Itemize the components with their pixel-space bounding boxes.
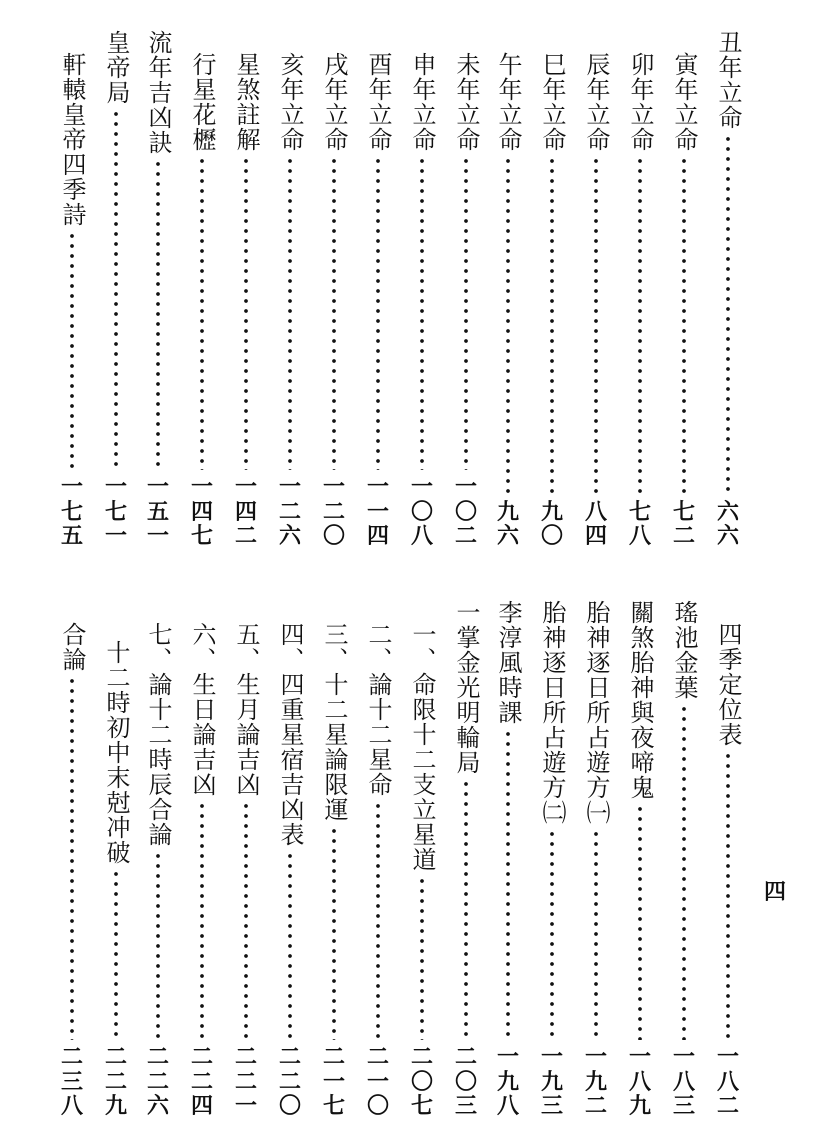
toc-entry	[712, 600, 744, 1120]
entry-title: 瑤池金葉	[670, 600, 698, 700]
entry-page: 一八九	[628, 1045, 651, 1120]
entry-page: 一七一	[104, 475, 127, 550]
entry-page: 一八二	[716, 1045, 739, 1120]
dot-leader	[331, 156, 337, 470]
dot-leader	[113, 869, 119, 1040]
entry-page: 一二六	[278, 475, 301, 550]
entry-page: 一四二	[234, 475, 257, 550]
toc-entry	[362, 600, 394, 1120]
entry-page: 二二〇	[278, 1045, 301, 1120]
entry-page: 一九三	[540, 1045, 563, 1120]
entry-title: 酉年立命	[364, 52, 392, 152]
dot-leader	[681, 156, 687, 495]
entry-page: 二一七	[322, 1045, 345, 1120]
page-number: 四	[764, 880, 787, 905]
entry-title: 辰年立命	[582, 52, 610, 152]
entry-title: 合論	[58, 622, 86, 672]
dot-leader	[463, 156, 469, 470]
dot-leader	[243, 801, 249, 1040]
toc-entry	[56, 30, 88, 550]
toc-entry	[318, 30, 350, 550]
entry-title: 二、論十二星命	[364, 622, 392, 797]
entry-page: 一八三	[672, 1045, 695, 1120]
entry-page: 八四	[584, 499, 607, 550]
dot-leader	[331, 826, 337, 1040]
entry-page: 二三八	[60, 1045, 83, 1120]
dot-leader	[199, 801, 205, 1040]
dot-leader	[155, 159, 161, 470]
dot-leader	[69, 231, 75, 470]
entry-title: 流年吉凶訣	[144, 30, 172, 155]
entry-title: 寅年立命	[670, 52, 698, 152]
dot-leader	[375, 156, 381, 470]
toc-entry	[56, 600, 88, 1120]
entry-page: 一二〇	[322, 475, 345, 550]
toc-entry	[142, 30, 174, 550]
entry-title: 一掌金光明輪局	[452, 600, 480, 775]
dot-leader	[593, 829, 599, 1040]
toc-entry	[362, 30, 394, 550]
entry-page: 一七五	[60, 475, 83, 550]
toc-entry	[318, 600, 350, 1120]
entry-title: 巳年立命	[538, 52, 566, 152]
entry-title: 十二時初中末尅冲破	[102, 640, 130, 865]
dot-leader	[637, 156, 643, 495]
dot-leader	[199, 156, 205, 470]
entry-title: 丑年立命	[714, 30, 742, 130]
toc-entry	[492, 30, 524, 550]
dot-leader	[419, 156, 425, 470]
entry-title: 李淳風時課	[494, 600, 522, 725]
dot-leader	[637, 804, 643, 1040]
toc-entry	[580, 600, 612, 1120]
dot-leader	[243, 156, 249, 470]
toc-entry	[406, 600, 438, 1120]
entry-page: 一五一	[146, 475, 169, 550]
toc-entry	[230, 30, 262, 550]
toc-entry	[186, 30, 218, 550]
entry-page: 六六	[716, 499, 739, 550]
dot-leader	[725, 751, 731, 1040]
entry-page: 七二	[672, 499, 695, 550]
entry-title: 未年立命	[452, 52, 480, 152]
toc-entry	[624, 30, 656, 550]
dot-leader	[725, 134, 731, 495]
entry-page: 九六	[496, 499, 519, 550]
dot-leader	[505, 729, 511, 1040]
toc-entry	[536, 600, 568, 1120]
toc-entry	[450, 600, 482, 1120]
entry-title: 四季定位表	[714, 622, 742, 747]
dot-leader	[681, 704, 687, 1040]
toc-entry	[450, 30, 482, 550]
toc-entry	[580, 30, 612, 550]
entry-page: 二二四	[190, 1045, 213, 1120]
entry-title: 七、論十二時辰合論	[144, 622, 172, 847]
entry-page: 一〇八	[410, 475, 433, 550]
entry-title: 胎神逐日所占遊方㈠	[582, 600, 610, 825]
entry-page: 九〇	[540, 499, 563, 550]
dot-leader	[287, 156, 293, 470]
entry-title: 行星花櫪	[188, 52, 216, 152]
entry-title: 五、生月論吉凶	[232, 622, 260, 797]
toc-entry	[142, 600, 174, 1120]
toc-entry	[100, 30, 132, 550]
dot-leader	[287, 851, 293, 1040]
dot-leader	[419, 876, 425, 1040]
dot-leader	[505, 156, 511, 495]
entry-page: 二二六	[146, 1045, 169, 1120]
dot-leader	[69, 676, 75, 1040]
entry-title: 星煞註解	[232, 52, 260, 152]
dot-leader	[113, 109, 119, 470]
toc-entry	[230, 600, 262, 1120]
entry-page: 二〇七	[410, 1045, 433, 1120]
toc-entry	[186, 600, 218, 1120]
entry-title: 三、十二星論限運	[320, 622, 348, 822]
entry-title: 戌年立命	[320, 52, 348, 152]
entry-page: 二一〇	[366, 1045, 389, 1120]
entry-page: 二二一	[234, 1045, 257, 1120]
entry-title: 亥年立命	[276, 52, 304, 152]
toc-entry	[274, 30, 306, 550]
toc-entry	[492, 600, 524, 1120]
entry-title: 關煞胎神與夜啼鬼	[626, 600, 654, 800]
dot-leader	[155, 851, 161, 1040]
entry-page: 一四七	[190, 475, 213, 550]
dot-leader	[463, 779, 469, 1040]
dot-leader	[375, 801, 381, 1040]
entry-title: 四、四重星宿吉凶表	[276, 622, 304, 847]
dot-leader	[549, 156, 555, 495]
toc-entry	[406, 30, 438, 550]
entry-title: 申年立命	[408, 52, 436, 152]
entry-title: 一、命限十二支立星道	[408, 622, 436, 872]
toc-entry	[668, 30, 700, 550]
entry-title: 卯年立命	[626, 52, 654, 152]
entry-title: 軒轅皇帝四季詩	[58, 52, 86, 227]
entry-title: 皇帝局	[102, 30, 130, 105]
toc-entry	[100, 600, 132, 1120]
toc-entry	[274, 600, 306, 1120]
toc-entry	[712, 30, 744, 550]
entry-page: 一九八	[496, 1045, 519, 1120]
entry-page: 一〇二	[454, 475, 477, 550]
entry-page: 二二九	[104, 1045, 127, 1120]
entry-page: 七八	[628, 499, 651, 550]
dot-leader	[593, 156, 599, 495]
entry-page: 二〇三	[454, 1045, 477, 1120]
entry-page: 一九二	[584, 1045, 607, 1120]
entry-title: 午年立命	[494, 52, 522, 152]
dot-leader	[549, 829, 555, 1040]
entry-title: 六、生日論吉凶	[188, 622, 216, 797]
entry-page: 一一四	[366, 475, 389, 550]
toc-entry	[536, 30, 568, 550]
toc-entry	[624, 600, 656, 1120]
toc-entry	[668, 600, 700, 1120]
entry-title: 胎神逐日所占遊方㈡	[538, 600, 566, 825]
